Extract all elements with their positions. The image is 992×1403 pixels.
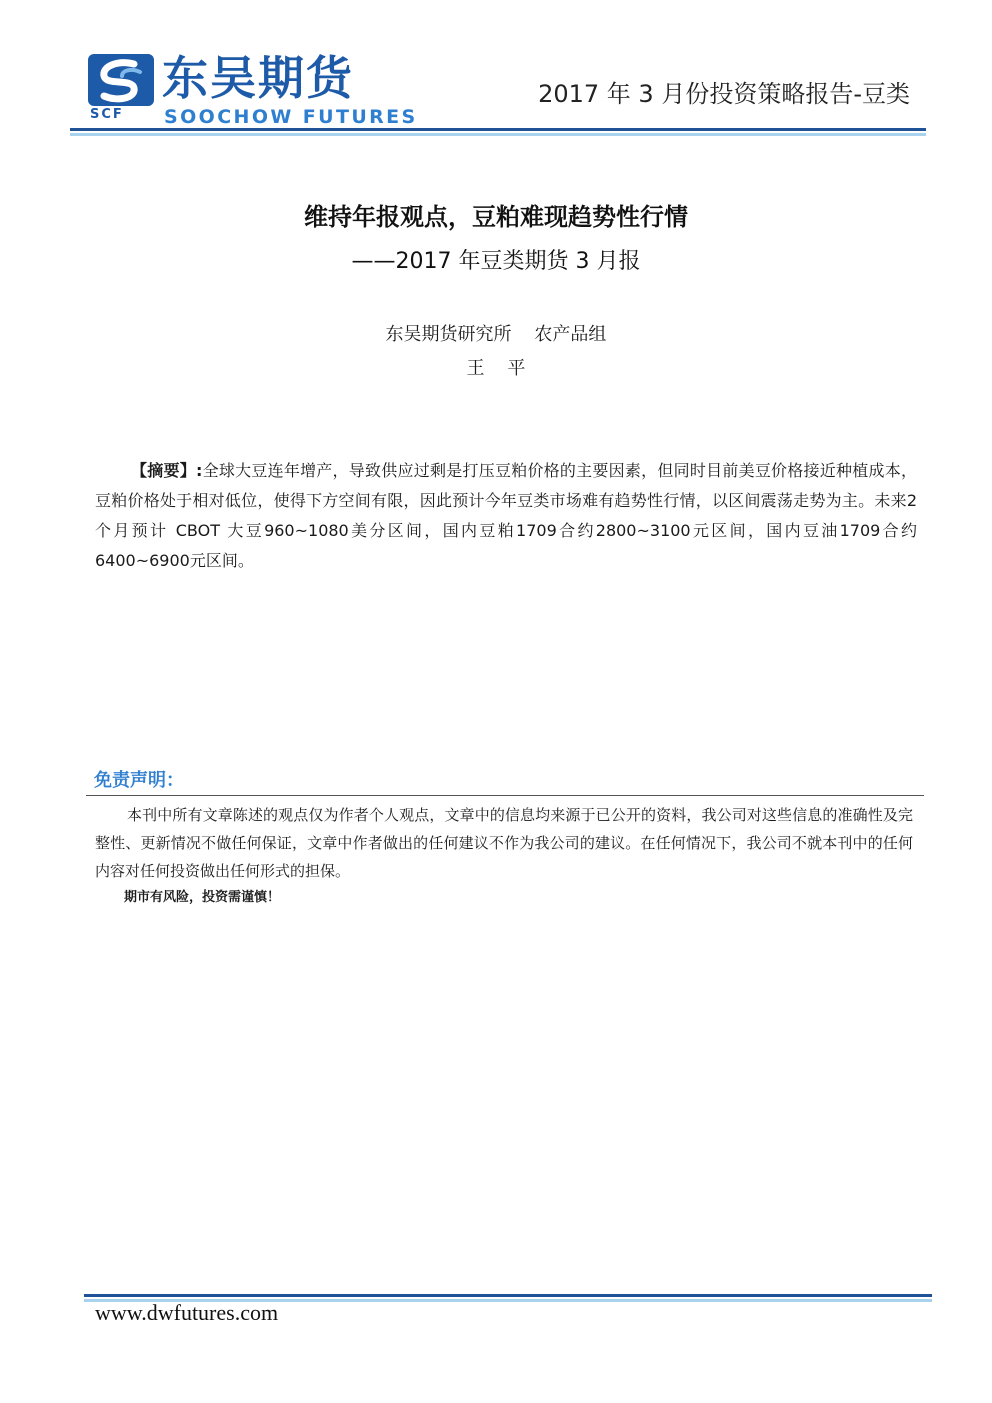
abstract: [95, 456, 917, 576]
disclaimer-body: 本刊中所有文章陈述的观点仅为作者个人观点，文章中的信息均来源于已公开的资料，我公司对这些信息的准确性及完整性、更新情况不做任何保证，文章中作者做出的任何建议不作为我公司的建议。在任何情况下，我公司不就本刊中的任何内容对任何投资做出任何形式的担保。: [95, 806, 913, 880]
header-divider: [70, 128, 926, 131]
document-title: 维持年报观点，豆粕难现趋势性行情: [304, 203, 688, 231]
footer-website-link[interactable]: www.dwfutures.com: [95, 1300, 279, 1325]
risk-warning: 期市有风险，投资需谨慎！: [124, 890, 281, 905]
footer-divider: [84, 1294, 932, 1297]
header-divider-accent: [70, 133, 926, 136]
organization: 东吴期货研究所 农产品组: [385, 324, 607, 345]
logo-abbreviation: SCF: [90, 107, 124, 122]
document-subtitle: ——2017 年豆类期货 3 月报: [351, 249, 641, 274]
logo-brand-cn: 东吴期货: [162, 51, 354, 105]
abstract-text: 全球大豆连年增产，导致供应过剩是打压豆粕价格的主要因素，但同时目前美豆价格接近种植成本，豆粕价格处于相对低位，使得下方空间有限，因此预计今年豆类市场难有趋势性行情，以区间震荡走势为主。未来2个月预计 CBOT 大豆960~1080美分区间，国内豆粕1709合约2800~3100元区间，国内豆油1709合约6400~6900元区间。: [95, 461, 917, 570]
logo-brand-en: SOOCHOW FUTURES: [164, 106, 418, 128]
abstract-label: 【摘要】:: [131, 461, 203, 480]
author: 王 平: [466, 358, 526, 379]
disclaimer-divider: [86, 795, 924, 796]
report-header-title: 2017 年 3 月份投资策略报告-豆类: [538, 80, 910, 108]
company-logo: [88, 51, 418, 130]
disclaimer-heading: 免责声明：: [94, 770, 184, 791]
